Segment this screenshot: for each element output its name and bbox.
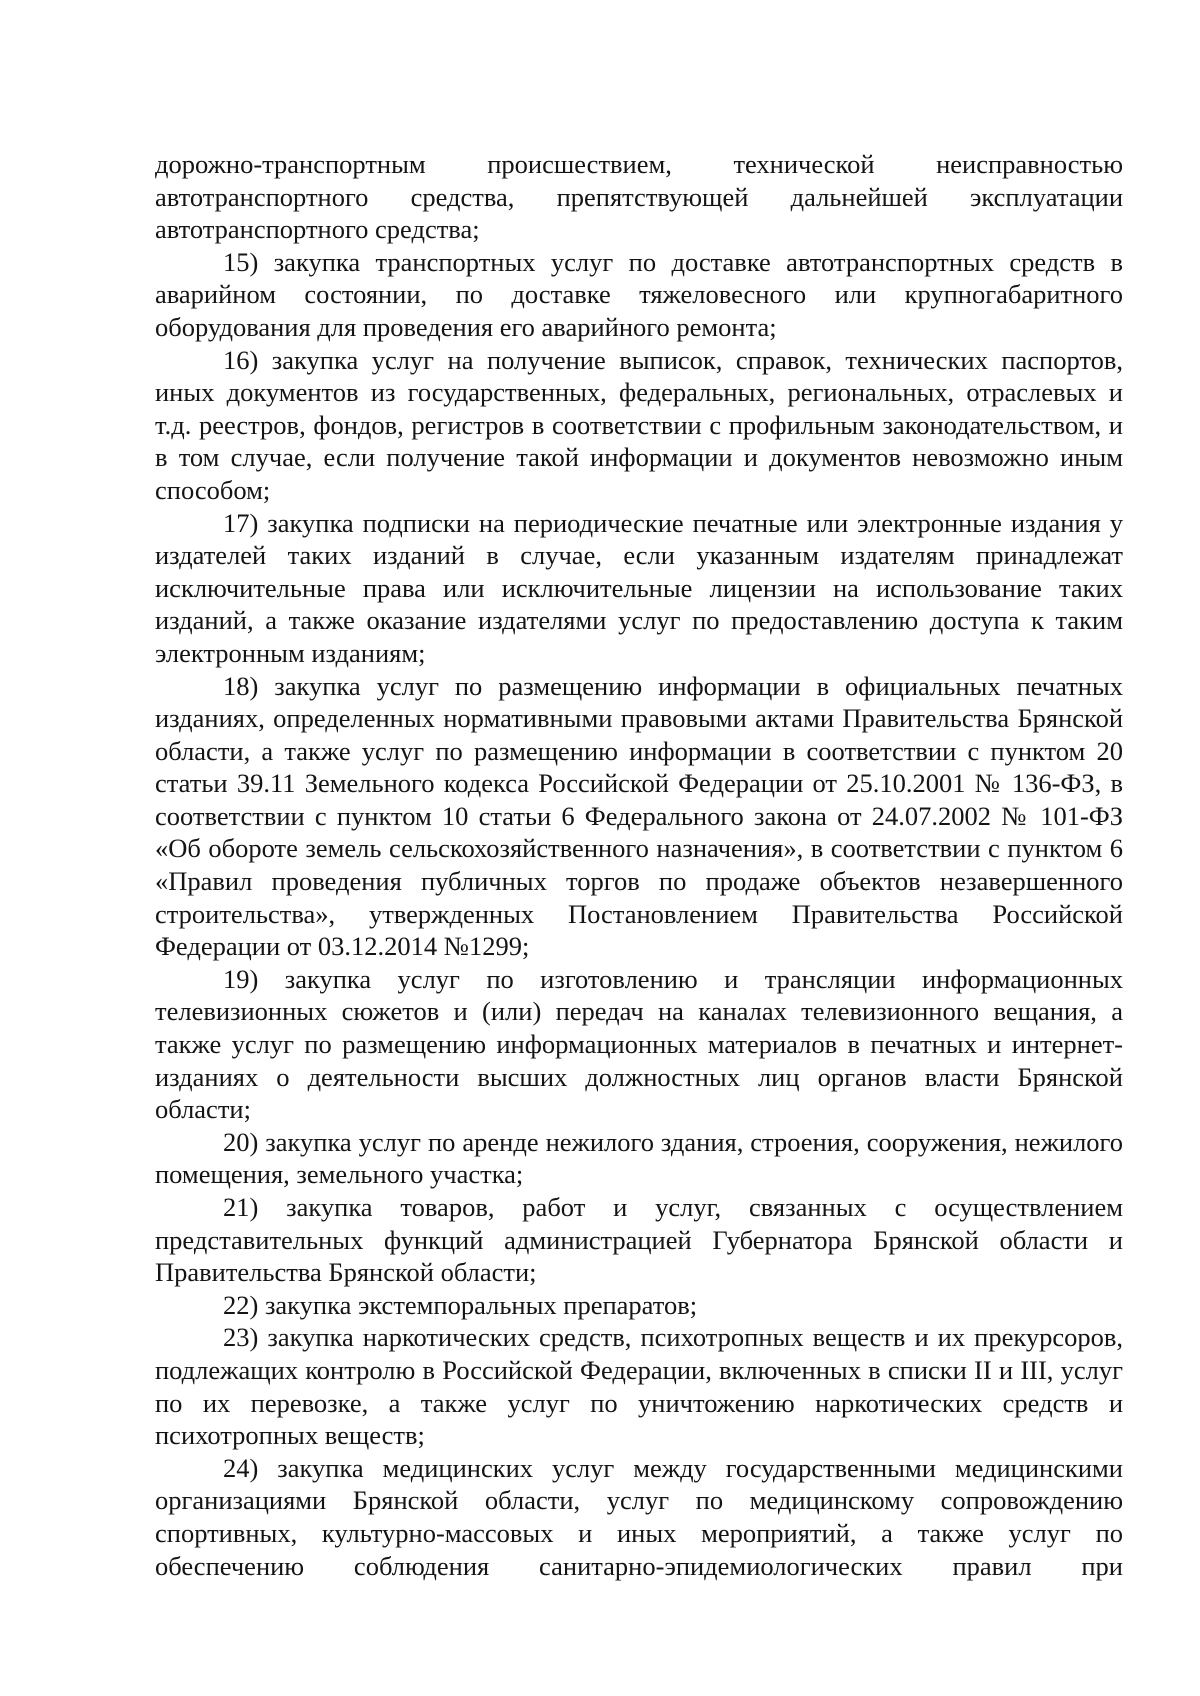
paragraph-item-19: 19) закупка услуг по изготовлению и трансляции информационных телевизионных сюжетов и (или) передач на каналах телевизионного вещания, а также услуг по размещению информационных материалов в печатных и интернет-изданиях о деятельности высших должностных лиц органов власти Брянской области; [155,963,1123,1125]
paragraph-item-24: 24) закупка медицинских услуг между государственными медицинскими организациями Брянской области, услуг по медицинскому сопровождению спортивных, культурно-массовых и иных мероприятий, а также услуг по обеспечению соблюдения санитарно-эпидемиологических правил при [155,1452,1123,1581]
paragraph-item-23: 23) закупка наркотических средств, психотропных веществ и их прекурсоров, подлежащих контролю в Российской Федерации, включенных в списки II и III, услуг по их перевозке, а также услуг по уничтожению наркотических средств и психотропных веществ; [155,1322,1123,1451]
paragraph-item-16: 16) закупка услуг на получение выписок, справок, технических паспортов, иных документов из государственных, федеральных, региональных, отраслевых и т.д. реестров, фондов, регистров в соответствии с профильным законодательством, и в том случае, если получение такой информации и документов невозможно иным способом; [155,344,1123,505]
paragraph-item-20: 20) закупка услуг по аренде нежилого здания, строения, сооружения, нежилого помещения, земельного участка; [155,1126,1123,1190]
paragraph-item-22: 22) закупка экстемпоральных препаратов; [223,1289,698,1320]
paragraph-item-15: 15) закупка транспортных услуг по доставке автотранспортных средств в аварийном состоянии, по доставке тяжеловесного или крупногабаритного оборудования для проведения его аварийного ремонта; [155,246,1123,342]
paragraph-item-17: 17) закупка подписки на периодические печатные или электронные издания у издателей таких изданий в случае, если указанным издателям принадлежат исключительные права или исключительные лицензии на использование таких изданий, а также оказание издателями услуг по предоставлению доступа к таким электронным изданиям; [155,507,1123,668]
document-body [155,148,1123,1582]
paragraph-continuation: дорожно-транспортным происшествием, технической неисправностью автотранспортного средства, препятствующей дальнейшей эксплуатации автотранспортного средства; [155,149,1123,245]
paragraph-item-18: 18) закупка услуг по размещению информации в официальных печатных изданиях, определенных нормативными правовыми актами Правительства Брянской области, а также услуг по размещению информации в соответствии с пунктом 20 статьи 39.11 Земельного кодекса Российской Федерации от 25.10.2001 № 136-ФЗ, в соответствии с пунктом 10 статьи 6 Федерального закона от 24.07.2002 № 101-ФЗ «Об обороте земель сельскохозяйственного назначения», в соответствии с пунктом 6 «Правил проведения публичных торгов по продаже объектов незавершенного строительства», утвержденных Постановлением Правительства Российской Федерации от 03.12.2014 №1299; [155,670,1123,962]
paragraph-item-21: 21) закупка товаров, работ и услуг, связанных с осуществлением представительных функций администрацией Губернатора Брянской области и Правительства Брянской области; [155,1192,1123,1288]
